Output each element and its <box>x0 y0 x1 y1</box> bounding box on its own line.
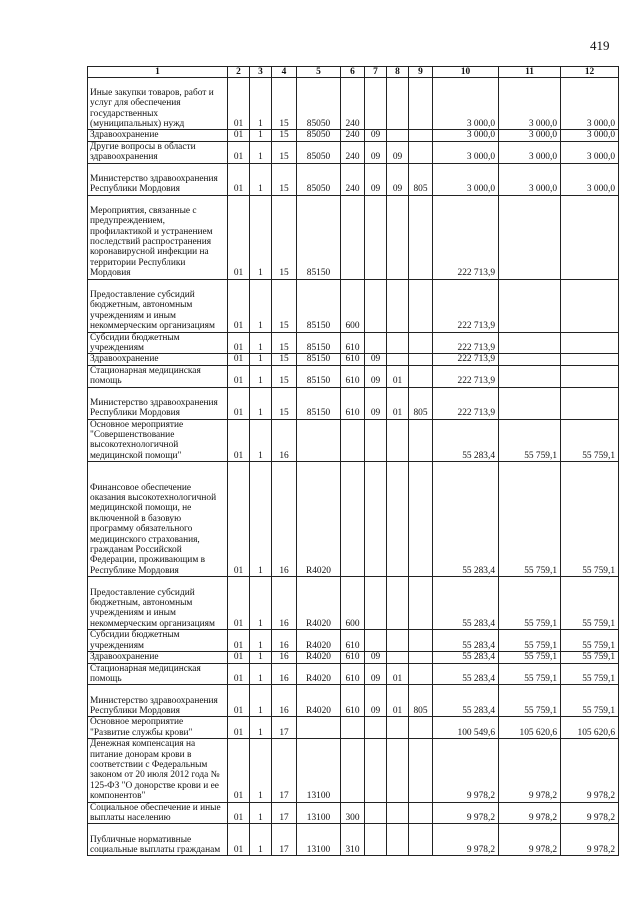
cell-c5: R4020 <box>297 462 341 577</box>
cell-c12 <box>561 195 619 279</box>
cell-c2: 01 <box>228 419 250 462</box>
cell-c5 <box>297 717 341 739</box>
cell-c12 <box>561 354 619 365</box>
cell-c10: 55 283,4 <box>433 577 499 630</box>
cell-c11: 55 759,1 <box>499 419 561 462</box>
table-row <box>88 630 619 652</box>
cell-c2: 01 <box>228 387 250 419</box>
cell-c7 <box>365 824 387 856</box>
cell-c3: 1 <box>250 652 272 663</box>
cell-c2: 01 <box>228 141 250 163</box>
column-header: 6 <box>341 67 365 78</box>
cell-c4: 16 <box>272 685 297 717</box>
cell-c12: 55 759,1 <box>561 652 619 663</box>
table-row <box>88 824 619 856</box>
cell-c4: 16 <box>272 630 297 652</box>
cell-c6: 610 <box>341 685 365 717</box>
row-name: Субсидии бюджетным учреждениям <box>88 630 228 652</box>
cell-c5: 13100 <box>297 739 341 802</box>
cell-c4: 16 <box>272 577 297 630</box>
cell-c6 <box>341 419 365 462</box>
cell-c12 <box>561 332 619 354</box>
cell-c8 <box>387 717 409 739</box>
cell-c4: 16 <box>272 652 297 663</box>
cell-c9 <box>409 802 433 824</box>
cell-c8 <box>387 802 409 824</box>
cell-c10: 222 713,9 <box>433 332 499 354</box>
cell-c12: 55 759,1 <box>561 663 619 685</box>
cell-c5: 85150 <box>297 332 341 354</box>
cell-c2: 01 <box>228 78 250 130</box>
cell-c3: 1 <box>250 78 272 130</box>
row-name: Основное мероприятие "Совершенствование высокотехнологичной медицинской помощи" <box>88 419 228 462</box>
cell-c11: 9 978,2 <box>499 824 561 856</box>
cell-c8 <box>387 419 409 462</box>
column-header: 4 <box>272 67 297 78</box>
table-row <box>88 332 619 354</box>
cell-c10: 3 000,0 <box>433 130 499 141</box>
cell-c4: 15 <box>272 195 297 279</box>
cell-c9 <box>409 739 433 802</box>
cell-c4: 15 <box>272 163 297 195</box>
page-number: 419 <box>590 38 610 53</box>
cell-c3: 1 <box>250 387 272 419</box>
row-name: Субсидии бюджетным учреждениям <box>88 332 228 354</box>
cell-c9 <box>409 141 433 163</box>
cell-c10: 3 000,0 <box>433 78 499 130</box>
cell-c6 <box>341 739 365 802</box>
cell-c11 <box>499 365 561 387</box>
cell-c5: 85150 <box>297 195 341 279</box>
cell-c10: 3 000,0 <box>433 163 499 195</box>
cell-c11 <box>499 195 561 279</box>
budget-table <box>87 66 619 856</box>
cell-c10: 222 713,9 <box>433 195 499 279</box>
cell-c5: R4020 <box>297 630 341 652</box>
table-row <box>88 354 619 365</box>
column-header: 9 <box>409 67 433 78</box>
cell-c6 <box>341 195 365 279</box>
cell-c3: 1 <box>250 685 272 717</box>
cell-c5: 85050 <box>297 130 341 141</box>
cell-c4: 17 <box>272 802 297 824</box>
cell-c8 <box>387 279 409 332</box>
column-header: 3 <box>250 67 272 78</box>
table-row <box>88 279 619 332</box>
cell-c2: 01 <box>228 739 250 802</box>
cell-c2: 01 <box>228 462 250 577</box>
cell-c3: 1 <box>250 365 272 387</box>
cell-c9 <box>409 365 433 387</box>
cell-c7 <box>365 419 387 462</box>
cell-c12 <box>561 387 619 419</box>
cell-c2: 01 <box>228 824 250 856</box>
cell-c2: 01 <box>228 717 250 739</box>
cell-c2: 01 <box>228 332 250 354</box>
cell-c7: 09 <box>365 652 387 663</box>
cell-c5: 85050 <box>297 141 341 163</box>
cell-c5: 85050 <box>297 163 341 195</box>
cell-c2: 01 <box>228 130 250 141</box>
cell-c11: 3 000,0 <box>499 130 561 141</box>
cell-c9 <box>409 130 433 141</box>
cell-c10: 55 283,4 <box>433 462 499 577</box>
cell-c10: 9 978,2 <box>433 824 499 856</box>
cell-c3: 1 <box>250 354 272 365</box>
cell-c9 <box>409 577 433 630</box>
table-row <box>88 195 619 279</box>
cell-c9: 805 <box>409 685 433 717</box>
cell-c6: 610 <box>341 332 365 354</box>
cell-c6: 240 <box>341 163 365 195</box>
cell-c2: 01 <box>228 685 250 717</box>
cell-c4: 16 <box>272 462 297 577</box>
cell-c11: 55 759,1 <box>499 663 561 685</box>
row-name: Здравоохранение <box>88 354 228 365</box>
cell-c6: 240 <box>341 130 365 141</box>
row-name: Финансовое обеспечение оказания высокотехнологичной медицинской помощи, не включенной в базовую программу обязательного медицинского страхования, гражданам Российской Федерации, проживающим в Республике Мордовия <box>88 462 228 577</box>
cell-c6: 610 <box>341 354 365 365</box>
cell-c2: 01 <box>228 630 250 652</box>
cell-c5: R4020 <box>297 652 341 663</box>
cell-c12: 3 000,0 <box>561 130 619 141</box>
cell-c9 <box>409 824 433 856</box>
cell-c4: 16 <box>272 663 297 685</box>
cell-c12: 9 978,2 <box>561 802 619 824</box>
cell-c3: 1 <box>250 141 272 163</box>
column-header: 12 <box>561 67 619 78</box>
cell-c8 <box>387 652 409 663</box>
cell-c7 <box>365 78 387 130</box>
cell-c7: 09 <box>365 365 387 387</box>
row-name: Другие вопросы в области здравоохранения <box>88 141 228 163</box>
row-name: Предоставление субсидий бюджетным, автономным учреждениям и иным некоммерческим организациям <box>88 577 228 630</box>
cell-c11: 9 978,2 <box>499 802 561 824</box>
cell-c5: 85150 <box>297 354 341 365</box>
cell-c6: 240 <box>341 78 365 130</box>
table-row <box>88 577 619 630</box>
row-name: Министерство здравоохранения Республики Мордовия <box>88 387 228 419</box>
cell-c3: 1 <box>250 462 272 577</box>
table-row <box>88 387 619 419</box>
cell-c11: 55 759,1 <box>499 652 561 663</box>
cell-c4: 17 <box>272 824 297 856</box>
cell-c5: R4020 <box>297 663 341 685</box>
row-name: Мероприятия, связанные с предупреждением, профилактикой и устранением последствий распространения коронавирусной инфекции на территории Республики Мордовия <box>88 195 228 279</box>
cell-c7 <box>365 462 387 577</box>
cell-c12: 55 759,1 <box>561 419 619 462</box>
cell-c5: 13100 <box>297 802 341 824</box>
cell-c3: 1 <box>250 717 272 739</box>
cell-c4: 15 <box>272 141 297 163</box>
cell-c4: 16 <box>272 419 297 462</box>
row-name: Денежная компенсация на питание донорам крови в соответствии с Федеральным законом от 20 июля 2012 года № 125-ФЗ "О донорстве крови и ее компонентов" <box>88 739 228 802</box>
table-row <box>88 141 619 163</box>
cell-c9 <box>409 652 433 663</box>
cell-c6: 610 <box>341 387 365 419</box>
cell-c2: 01 <box>228 365 250 387</box>
cell-c8: 01 <box>387 663 409 685</box>
cell-c12: 9 978,2 <box>561 824 619 856</box>
cell-c3: 1 <box>250 802 272 824</box>
cell-c7 <box>365 802 387 824</box>
cell-c8: 01 <box>387 685 409 717</box>
cell-c12: 55 759,1 <box>561 685 619 717</box>
cell-c5 <box>297 419 341 462</box>
cell-c6: 600 <box>341 577 365 630</box>
cell-c8 <box>387 332 409 354</box>
cell-c10: 222 713,9 <box>433 387 499 419</box>
table-row <box>88 685 619 717</box>
cell-c3: 1 <box>250 195 272 279</box>
row-name: Основное мероприятие "Развитие службы крови" <box>88 717 228 739</box>
cell-c10: 55 283,4 <box>433 630 499 652</box>
cell-c8 <box>387 195 409 279</box>
cell-c12 <box>561 365 619 387</box>
row-name: Стационарная медицинская помощь <box>88 663 228 685</box>
cell-c8: 01 <box>387 387 409 419</box>
cell-c5: R4020 <box>297 577 341 630</box>
column-header: 11 <box>499 67 561 78</box>
cell-c12: 9 978,2 <box>561 739 619 802</box>
cell-c7: 09 <box>365 354 387 365</box>
cell-c7: 09 <box>365 163 387 195</box>
cell-c8 <box>387 739 409 802</box>
cell-c2: 01 <box>228 652 250 663</box>
cell-c11: 9 978,2 <box>499 739 561 802</box>
table-row <box>88 419 619 462</box>
cell-c9 <box>409 332 433 354</box>
table-header-row <box>88 67 619 78</box>
cell-c8: 09 <box>387 163 409 195</box>
column-header: 5 <box>297 67 341 78</box>
cell-c12: 55 759,1 <box>561 462 619 577</box>
table-row <box>88 717 619 739</box>
cell-c10: 55 283,4 <box>433 419 499 462</box>
cell-c4: 15 <box>272 130 297 141</box>
cell-c12 <box>561 279 619 332</box>
cell-c7: 09 <box>365 387 387 419</box>
table-row <box>88 739 619 802</box>
column-header: 7 <box>365 67 387 78</box>
table-row <box>88 130 619 141</box>
cell-c11: 55 759,1 <box>499 630 561 652</box>
cell-c11: 3 000,0 <box>499 78 561 130</box>
cell-c5: 85050 <box>297 78 341 130</box>
cell-c5: 13100 <box>297 824 341 856</box>
cell-c6: 310 <box>341 824 365 856</box>
cell-c8 <box>387 78 409 130</box>
cell-c3: 1 <box>250 130 272 141</box>
cell-c3: 1 <box>250 824 272 856</box>
cell-c8 <box>387 354 409 365</box>
cell-c5: 85150 <box>297 279 341 332</box>
cell-c9: 805 <box>409 387 433 419</box>
cell-c2: 01 <box>228 354 250 365</box>
cell-c7 <box>365 630 387 652</box>
row-name: Министерство здравоохранения Республики Мордовия <box>88 163 228 195</box>
cell-c2: 01 <box>228 163 250 195</box>
cell-c4: 17 <box>272 739 297 802</box>
row-name: Министерство здравоохранения Республики Мордовия <box>88 685 228 717</box>
cell-c5: R4020 <box>297 685 341 717</box>
cell-c6: 610 <box>341 365 365 387</box>
cell-c6: 610 <box>341 652 365 663</box>
row-name: Предоставление субсидий бюджетным, автономным учреждениям и иным некоммерческим организациям <box>88 279 228 332</box>
cell-c9 <box>409 195 433 279</box>
row-name: Иные закупки товаров, работ и услуг для обеспечения государственных (муниципальных) нужд <box>88 78 228 130</box>
cell-c8 <box>387 824 409 856</box>
cell-c6: 610 <box>341 663 365 685</box>
column-header: 8 <box>387 67 409 78</box>
cell-c7: 09 <box>365 130 387 141</box>
cell-c6: 600 <box>341 279 365 332</box>
cell-c10: 100 549,6 <box>433 717 499 739</box>
column-header: 2 <box>228 67 250 78</box>
cell-c10: 222 713,9 <box>433 365 499 387</box>
column-header: 1 <box>88 67 228 78</box>
cell-c6 <box>341 462 365 577</box>
cell-c4: 15 <box>272 365 297 387</box>
cell-c8 <box>387 462 409 577</box>
row-name: Здравоохранение <box>88 130 228 141</box>
cell-c8 <box>387 630 409 652</box>
cell-c12: 3 000,0 <box>561 163 619 195</box>
cell-c12: 105 620,6 <box>561 717 619 739</box>
table-row <box>88 365 619 387</box>
cell-c10: 222 713,9 <box>433 279 499 332</box>
table-row <box>88 663 619 685</box>
cell-c5: 85150 <box>297 365 341 387</box>
row-name: Социальное обеспечение и иные выплаты населению <box>88 802 228 824</box>
cell-c9 <box>409 279 433 332</box>
cell-c11 <box>499 332 561 354</box>
cell-c9 <box>409 419 433 462</box>
cell-c11: 55 759,1 <box>499 462 561 577</box>
cell-c5: 85150 <box>297 387 341 419</box>
cell-c7 <box>365 195 387 279</box>
cell-c7: 09 <box>365 685 387 717</box>
row-name: Стационарная медицинская помощь <box>88 365 228 387</box>
cell-c2: 01 <box>228 802 250 824</box>
cell-c10: 9 978,2 <box>433 739 499 802</box>
cell-c9: 805 <box>409 163 433 195</box>
cell-c2: 01 <box>228 279 250 332</box>
cell-c6: 610 <box>341 630 365 652</box>
row-name: Публичные нормативные социальные выплаты гражданам <box>88 824 228 856</box>
cell-c3: 1 <box>250 332 272 354</box>
cell-c2: 01 <box>228 195 250 279</box>
cell-c2: 01 <box>228 577 250 630</box>
cell-c10: 9 978,2 <box>433 802 499 824</box>
cell-c11 <box>499 387 561 419</box>
table-row <box>88 462 619 577</box>
cell-c10: 55 283,4 <box>433 652 499 663</box>
cell-c4: 17 <box>272 717 297 739</box>
cell-c11 <box>499 354 561 365</box>
cell-c8 <box>387 577 409 630</box>
cell-c4: 15 <box>272 332 297 354</box>
cell-c11: 55 759,1 <box>499 577 561 630</box>
cell-c11 <box>499 279 561 332</box>
cell-c12: 3 000,0 <box>561 78 619 130</box>
cell-c10: 222 713,9 <box>433 354 499 365</box>
cell-c10: 55 283,4 <box>433 685 499 717</box>
cell-c4: 15 <box>272 354 297 365</box>
cell-c11: 3 000,0 <box>499 163 561 195</box>
table-row <box>88 652 619 663</box>
cell-c9 <box>409 630 433 652</box>
cell-c10: 55 283,4 <box>433 663 499 685</box>
cell-c4: 15 <box>272 387 297 419</box>
cell-c11: 55 759,1 <box>499 685 561 717</box>
column-header: 10 <box>433 67 499 78</box>
cell-c7 <box>365 577 387 630</box>
cell-c12: 3 000,0 <box>561 141 619 163</box>
cell-c7: 09 <box>365 141 387 163</box>
cell-c3: 1 <box>250 419 272 462</box>
row-name: Здравоохранение <box>88 652 228 663</box>
cell-c7 <box>365 739 387 802</box>
cell-c11: 3 000,0 <box>499 141 561 163</box>
cell-c7 <box>365 332 387 354</box>
cell-c7 <box>365 717 387 739</box>
table-row <box>88 802 619 824</box>
cell-c3: 1 <box>250 663 272 685</box>
cell-c12: 55 759,1 <box>561 630 619 652</box>
cell-c9 <box>409 354 433 365</box>
cell-c6: 240 <box>341 141 365 163</box>
cell-c9 <box>409 717 433 739</box>
cell-c3: 1 <box>250 577 272 630</box>
cell-c6: 300 <box>341 802 365 824</box>
cell-c10: 3 000,0 <box>433 141 499 163</box>
cell-c3: 1 <box>250 163 272 195</box>
table-row <box>88 163 619 195</box>
cell-c8 <box>387 130 409 141</box>
table-row <box>88 78 619 130</box>
cell-c8: 01 <box>387 365 409 387</box>
cell-c9 <box>409 462 433 577</box>
cell-c3: 1 <box>250 279 272 332</box>
cell-c6 <box>341 717 365 739</box>
cell-c4: 15 <box>272 78 297 130</box>
cell-c9 <box>409 663 433 685</box>
cell-c9 <box>409 78 433 130</box>
cell-c4: 15 <box>272 279 297 332</box>
cell-c7 <box>365 279 387 332</box>
cell-c3: 1 <box>250 739 272 802</box>
cell-c2: 01 <box>228 663 250 685</box>
cell-c3: 1 <box>250 630 272 652</box>
cell-c12: 55 759,1 <box>561 577 619 630</box>
cell-c11: 105 620,6 <box>499 717 561 739</box>
cell-c7: 09 <box>365 663 387 685</box>
cell-c8: 09 <box>387 141 409 163</box>
